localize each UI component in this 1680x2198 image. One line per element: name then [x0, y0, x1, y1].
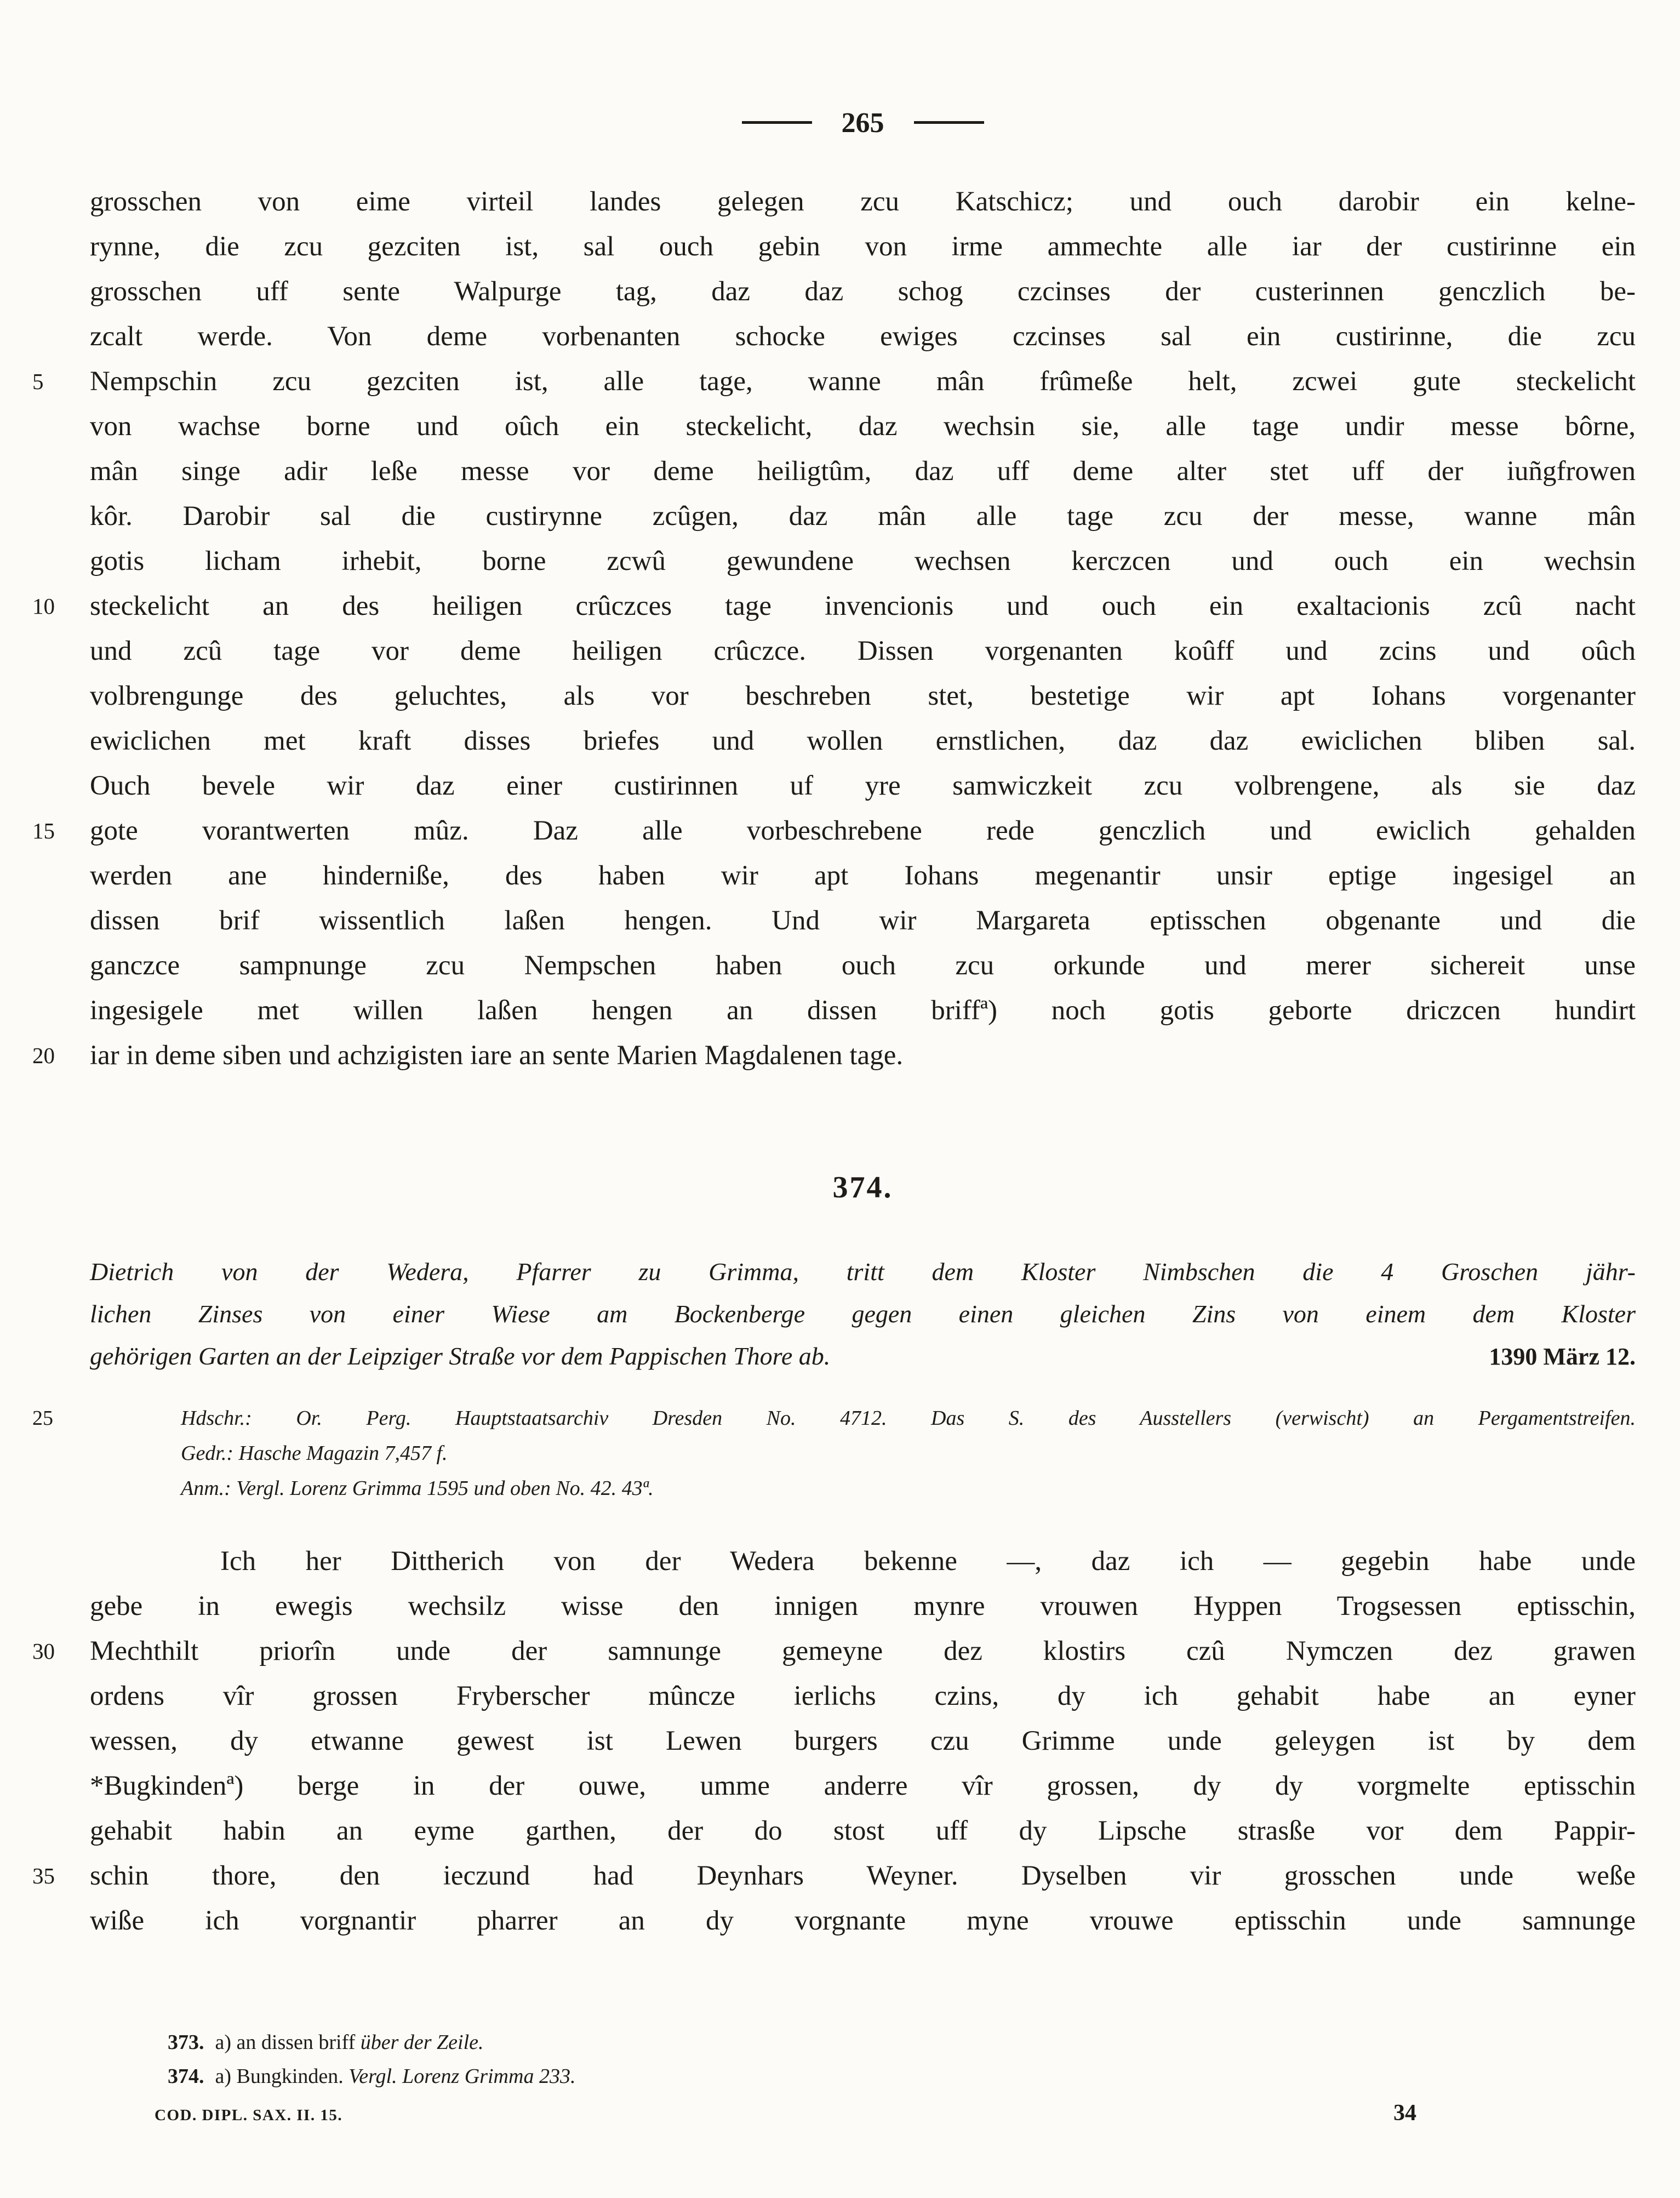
footnote-text: a) Bungkinden.: [215, 2065, 344, 2088]
line-text: *Bugkindenª) berge in der ouwe, umme anderre vîr grossen, dy dy vorgmelte eptisschin: [90, 1771, 1636, 1801]
apparatus-line: [90, 1471, 1636, 1506]
summary-line: [90, 1293, 1636, 1335]
line-text: und zcû tage vor deme heiligen crûczce. Dissen vorgenanten koûff und zcins und oûch: [90, 636, 1636, 666]
page-footer: [90, 2100, 1636, 2126]
text-line: [90, 718, 1636, 763]
line-text: dissen brif wissentlich laßen hengen. Und wir Margareta eptisschen obgenante und die: [90, 905, 1636, 936]
line-text: werden ane hinderniße, des haben wir apt Iohans megenantir unsir eptige ingesigel an: [90, 860, 1636, 891]
text-line: [90, 1584, 1636, 1629]
line-text: gebe in ewegis wechsilz wisse den innigen mynre vrouwen Hyppen Trogsessen eptisschin,: [90, 1591, 1636, 1622]
text-line: [32, 584, 1636, 629]
line-text: mân singe adir leße messe vor deme heiligtûm, daz uff deme alter stet uff der iuñgfrowen: [90, 456, 1636, 487]
line-text: Ich her Dittherich von der Wedera bekenne —, daz ich — gegebin habe unde: [220, 1546, 1636, 1577]
line-text: iar in deme siben und achzigisten iare an sente Marien Magdalenen tage.: [90, 1040, 904, 1071]
line-text: wessen, dy etwanne gewest ist Lewen burgers czu Grimme unde geleygen ist by dem: [90, 1726, 1636, 1756]
text-line: [90, 224, 1636, 269]
line-text: ganczce sampnunge zcu Nempschen haben ouch zcu orkunde und merer sichereit unse: [90, 950, 1636, 981]
apparatus-text: Anm.: Vergl. Lorenz Grimma 1595 und oben No. 42. 43ª.: [181, 1477, 654, 1500]
text-line: [90, 314, 1636, 359]
line-text: wiße ich vorgnantir pharrer an dy vorgnante myne vrouwe eptisschin unde samnunge: [90, 1905, 1636, 1936]
margin-line-number: 10: [32, 593, 55, 619]
margin-line-number: 20: [32, 1043, 55, 1068]
summary-line: [90, 1335, 1636, 1378]
line-text: ingesigele met willen laßen hengen an dissen briffª) noch gotis geborte driczcen hundirt: [90, 995, 1636, 1026]
line-text: zcalt werde. Von deme vorbenanten schocke ewiges czcinses sal ein custirinne, die zcu: [90, 321, 1636, 352]
line-text: gotis licham irhebit, borne zcwû gewundene wechsen kerczcen und ouch ein wechsin: [90, 546, 1636, 576]
apparatus-text: Hdschr.: Or. Perg. Hauptstaatsarchiv Dresden No. 4712. Das S. des Ausstellers (verwischt) an Pergamentstreifen.: [181, 1407, 1636, 1430]
summary-line: [90, 1251, 1636, 1293]
page-number: 265: [841, 107, 884, 139]
text-line: [90, 179, 1636, 224]
line-text: Ouch bevele wir daz einer custirinnen uf yre samwiczkeit zcu volbrengene, als sie daz: [90, 770, 1636, 801]
line-text: schin thore, den ieczund had Deynhars Weyner. Dyselben vir grosschen unde weße: [90, 1860, 1636, 1891]
charter-date: 1390 März 12.: [1489, 1343, 1636, 1370]
line-text: grosschen von eime virteil landes gelegen zcu Katschicz; und ouch darobir ein kelne-: [90, 186, 1636, 217]
margin-line-number: 30: [32, 1638, 55, 1664]
text-line: [90, 763, 1636, 808]
line-text: Nempschin zcu gezciten ist, alle tage, wanne mân frûmeße helt, zcwei gute steckelicht: [90, 366, 1636, 397]
rule-right-icon: [914, 121, 984, 124]
margin-line-number: 5: [32, 369, 44, 394]
charter-374-text: [32, 1539, 1636, 1943]
line-text: rynne, die zcu gezciten ist, sal ouch gebin von irme ammechte alle iar der custirinne ein: [90, 231, 1636, 262]
text-line: [32, 1629, 1636, 1674]
line-text: grosschen uff sente Walpurge tag, daz daz schog czcinses der custerinnen genczlich be-: [90, 276, 1636, 307]
text-line: [90, 1808, 1636, 1853]
text-line: [90, 494, 1636, 539]
running-head: [90, 107, 1636, 140]
text-line: [90, 1674, 1636, 1719]
text-line: [90, 1539, 1636, 1584]
text-line: [32, 1853, 1636, 1898]
source-apparatus: [32, 1401, 1636, 1506]
footnote: [90, 2025, 1636, 2059]
text-line: [90, 988, 1636, 1033]
text-line: [90, 1763, 1636, 1808]
text-line: [90, 1719, 1636, 1763]
margin-line-number: 25: [32, 1407, 53, 1430]
summary-text: lichen Zinses von einer Wiese am Bockenberge gegen einen gleichen Zins von einem dem Kloster: [90, 1300, 1636, 1328]
footnote-number: 374.: [168, 2065, 204, 2088]
footnote: [90, 2059, 1636, 2093]
line-text: steckelicht an des heiligen crûczces tage invencionis und ouch ein exaltacionis zcû nacht: [90, 591, 1636, 621]
line-text: Mechthilt priorîn unde der samnunge gemeyne dez klostirs czû Nymczen dez grawen: [90, 1636, 1636, 1666]
line-text: gote vorantwerten mûz. Daz alle vorbeschrebene rede genczlich und ewiclich gehalden: [90, 815, 1636, 846]
rule-left-icon: [742, 121, 812, 124]
line-text: ewiclichen met kraft disses briefes und wollen ernstlichen, daz daz ewiclichen bliben sal.: [90, 726, 1636, 756]
text-line: [90, 898, 1636, 943]
charter-374-heading: 374.: [832, 1171, 893, 1204]
footnote-reference: über der Zeile.: [360, 2031, 484, 2054]
text-line: [90, 269, 1636, 314]
line-text: von wachse borne und oûch ein steckelicht, daz wechsin sie, alle tage undir messe bôrne,: [90, 411, 1636, 442]
line-text: kôr. Darobir sal die custirynne zcûgen, daz mân alle tage zcu der messe, wanne mân: [90, 501, 1636, 532]
apparatus-line: [90, 1436, 1636, 1471]
margin-line-number: 35: [32, 1863, 55, 1888]
line-text: ordens vîr grossen Fryberscher mûncze ierlichs czins, dy ich gehabit habe an eyner: [90, 1681, 1636, 1711]
text-line: [90, 1898, 1636, 1943]
line-text: gehabit habin an eyme garthen, der do stost uff dy Lipsche strasße vor dem Pappir-: [90, 1816, 1636, 1846]
footnote-number: 373.: [168, 2031, 204, 2054]
text-line: [32, 1033, 1636, 1078]
sheet-number: 34: [1393, 2100, 1416, 2126]
footnote-text: a) an dissen briff: [215, 2031, 356, 2054]
charter-374-summary: [90, 1251, 1636, 1378]
footnote-reference: Vergl. Lorenz Grimma 233.: [348, 2065, 576, 2088]
text-line: [32, 359, 1636, 404]
text-line: [90, 404, 1636, 449]
text-line: [90, 673, 1636, 718]
line-text: volbrengunge des geluchtes, als vor beschreben stet, bestetige wir apt Iohans vorgenanter: [90, 681, 1636, 711]
text-line: [32, 808, 1636, 853]
text-line: [90, 943, 1636, 988]
text-line: [90, 449, 1636, 494]
summary-text: Dietrich von der Wedera, Pfarrer zu Grimma, tritt dem Kloster Nimbschen die 4 Groschen jähr-: [90, 1258, 1636, 1286]
margin-line-number: 15: [32, 818, 55, 843]
series-signature: COD. DIPL. SAX. II. 15.: [155, 2106, 343, 2124]
apparatus-line: [32, 1401, 1636, 1436]
footnotes: [90, 2025, 1636, 2093]
text-line: [90, 539, 1636, 584]
summary-text: gehörigen Garten an der Leipziger Straße vor dem Pappischen Thore ab.: [90, 1342, 831, 1370]
text-line: [90, 853, 1636, 898]
apparatus-text: Gedr.: Hasche Magazin 7,457 f.: [181, 1442, 448, 1465]
charter-373-text: [32, 179, 1636, 1078]
text-line: [90, 629, 1636, 673]
